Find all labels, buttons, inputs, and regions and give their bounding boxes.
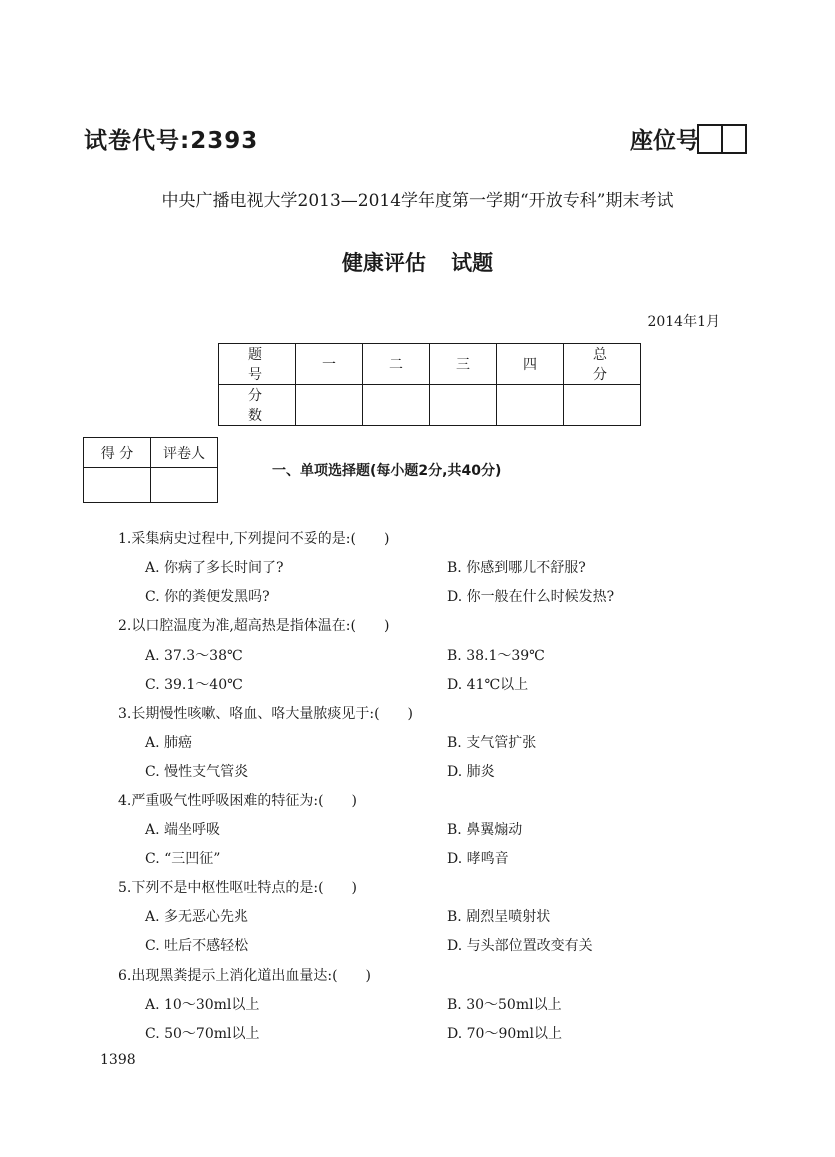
score-cell [363, 385, 430, 426]
score-cell [84, 468, 151, 503]
question-option: C. 吐后不感轻松 [145, 938, 249, 954]
question-option: C. “三凹征” [145, 851, 221, 867]
question-option: B. 鼻翼煽动 [447, 822, 523, 838]
question-option: C. 慢性支气管炎 [145, 764, 249, 780]
table-row [219, 385, 641, 426]
question-option: C. 39.1～40℃ [145, 677, 243, 693]
section-title: 一、单项选择题(每小题2分,共40分) [272, 463, 502, 479]
question-option: A. 端坐呼吸 [145, 822, 221, 838]
question-option: D. 肺炎 [447, 764, 495, 780]
question-option: D. 与头部位置改变有关 [447, 938, 593, 954]
question-option: B. 支气管扩张 [447, 735, 537, 751]
score-cell [497, 385, 564, 426]
seat-label: 座位号 [630, 128, 699, 154]
subject-title: 健康评估 试题 [341, 251, 494, 275]
table-cell: 二 [363, 344, 430, 385]
question-option: B. 你感到哪儿不舒服? [447, 560, 586, 576]
question-option: B. 38.1～39℃ [447, 648, 545, 664]
table-row [84, 438, 218, 468]
question-option: C. 50～70ml以上 [145, 1026, 260, 1042]
table-row [84, 468, 218, 503]
question-option: B. 剧烈呈喷射状 [447, 909, 551, 925]
exam-title: 中央广播电视大学2013—2014学年度第一学期“开放专科”期末考试 [161, 191, 674, 211]
question-option: A. 多无恶心先兆 [145, 909, 249, 925]
seat-box [721, 124, 747, 154]
seat-box [697, 124, 723, 154]
question-option: A. 你病了多长时间了? [145, 560, 284, 576]
table-cell: 分 数 [219, 385, 296, 426]
question-stem: 5.下列不是中枢性呕吐特点的是:( ) [118, 880, 357, 896]
score-table [218, 343, 641, 426]
question-stem: 6.出现黑粪提示上消化道出血量达:( ) [118, 968, 371, 984]
question-stem: 1.采集病史过程中,下列提问不妥的是:( ) [118, 531, 390, 547]
table-cell: 总 分 [564, 344, 641, 385]
paper-code: 试卷代号:2393 [84, 128, 259, 154]
question-option: B. 30～50ml以上 [447, 997, 562, 1013]
table-cell: 评卷人 [151, 438, 218, 468]
question-option: D. 哮鸣音 [447, 851, 509, 867]
table-cell: 四 [497, 344, 564, 385]
exam-date: 2014年1月 [647, 314, 720, 330]
table-cell: 一 [296, 344, 363, 385]
question-option: A. 37.3～38℃ [145, 648, 243, 664]
table-row [219, 344, 641, 385]
question-stem: 3.长期慢性咳嗽、咯血、咯大量脓痰见于:( ) [118, 706, 413, 722]
score-cell [564, 385, 641, 426]
score-cell [151, 468, 218, 503]
question-stem: 4.严重吸气性呼吸困难的特征为:( ) [118, 793, 357, 809]
page-number: 1398 [100, 1052, 136, 1068]
grader-table [83, 437, 218, 503]
question-stem: 2.以口腔温度为准,超高热是指体温在:( ) [118, 618, 390, 634]
table-cell: 得 分 [84, 438, 151, 468]
question-option: A. 肺癌 [145, 735, 193, 751]
question-option: D. 你一般在什么时候发热? [447, 589, 615, 605]
question-option: D. 41℃以上 [447, 677, 529, 693]
question-option: D. 70～90ml以上 [447, 1026, 563, 1042]
table-cell: 题 号 [219, 344, 296, 385]
seat-number [630, 122, 747, 155]
question-option: C. 你的粪便发黑吗? [145, 589, 270, 605]
table-cell: 三 [430, 344, 497, 385]
score-cell [430, 385, 497, 426]
question-option: A. 10～30ml以上 [145, 997, 260, 1013]
score-cell [296, 385, 363, 426]
